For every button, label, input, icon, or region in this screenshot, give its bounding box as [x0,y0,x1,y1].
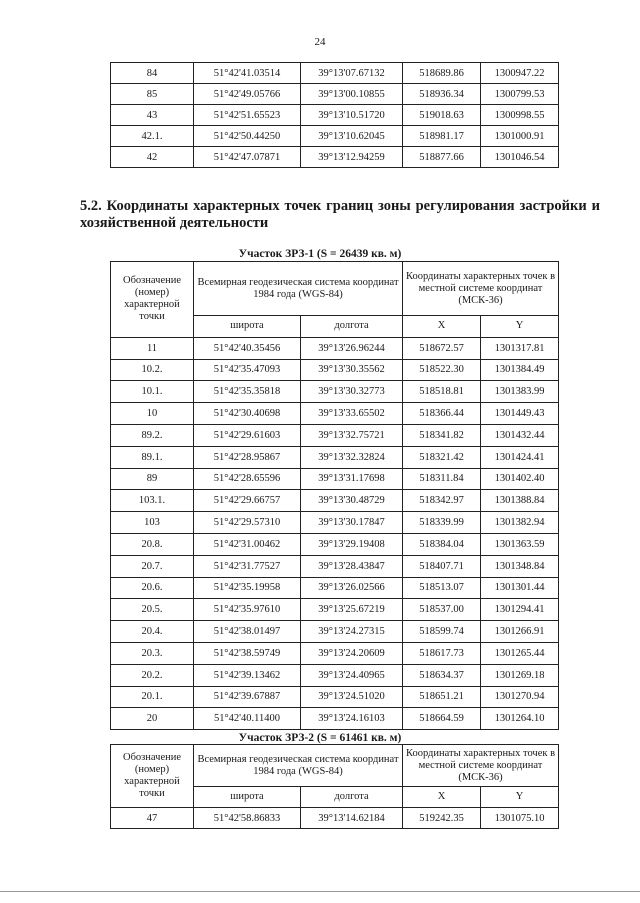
x-cell: 518342.97 [403,490,481,512]
longitude-cell: 39°13'24.40965 [301,664,403,686]
y-cell: 1301269.18 [481,664,559,686]
table-row [111,403,559,425]
longitude-cell: 39°13'26.02566 [301,577,403,599]
longitude-cell: 39°13'14.62184 [301,808,403,829]
y-cell: 1301270.94 [481,686,559,708]
y-cell: 1301449.43 [481,403,559,425]
longitude-cell: 39°13'29.19408 [301,533,403,555]
table-row [111,63,559,84]
bottom-rule [0,891,640,892]
longitude-cell: 39°13'24.27315 [301,621,403,643]
point-number-cell: 20.3. [111,642,194,664]
header-msk-label: Координаты характерных точек в местной системе координат (МСК-36) [403,745,559,787]
zr1-caption: Участок ЗРЗ-1 (S = 26439 кв. м) [238,248,402,260]
table-row [111,577,559,599]
table-row [111,126,559,147]
y-cell: 1301382.94 [481,512,559,534]
latitude-cell: 51°42'35.47093 [194,359,301,381]
longitude-cell: 39°13'07.67132 [301,63,403,84]
latitude-cell: 51°42'38.01497 [194,621,301,643]
y-cell: 1301363.59 [481,533,559,555]
zr2-coordinates-table [110,744,559,829]
table-row [111,512,559,534]
table-row [111,664,559,686]
point-number-cell: 89.2. [111,424,194,446]
longitude-cell: 39°13'24.20609 [301,642,403,664]
longitude-cell: 39°13'28.43847 [301,555,403,577]
x-cell: 518311.84 [403,468,481,490]
point-number-cell: 85 [111,84,194,105]
x-cell: 518599.74 [403,621,481,643]
y-cell: 1301301.44 [481,577,559,599]
point-number-cell: 20.2. [111,664,194,686]
latitude-cell: 51°42'29.66757 [194,490,301,512]
table-row [111,621,559,643]
longitude-cell: 39°13'10.62045 [301,126,403,147]
x-cell: 518664.59 [403,708,481,730]
y-cell: 1301348.84 [481,555,559,577]
section-heading: 5.2. Координаты характерных точек границ зоны регулирования застройки и хозяйственной деятельности [80,198,600,231]
point-number-cell: 20.6. [111,577,194,599]
point-number-cell: 11 [111,337,194,359]
point-number-cell: 10 [111,403,194,425]
latitude-cell: 51°42'51.65523 [194,105,301,126]
latitude-cell: 51°42'40.35456 [194,337,301,359]
longitude-cell: 39°13'25.67219 [301,599,403,621]
header-y: Y [481,316,559,338]
y-cell: 1301046.54 [481,147,559,168]
table-row [111,555,559,577]
x-cell: 518689.86 [403,63,481,84]
point-number-cell: 20 [111,708,194,730]
longitude-cell: 39°13'00.10855 [301,84,403,105]
longitude-cell: 39°13'31.17698 [301,468,403,490]
table-row [111,686,559,708]
header-msk-label: Координаты характерных точек в местной системе координат (МСК-36) [403,262,559,316]
latitude-cell: 51°42'39.13462 [194,664,301,686]
point-number-cell: 10.1. [111,381,194,403]
top-coordinates-table [110,62,559,168]
zr2-caption: Участок ЗРЗ-2 (S = 61461 кв. м) [238,732,402,744]
x-cell: 518651.21 [403,686,481,708]
longitude-cell: 39°13'26.96244 [301,337,403,359]
point-number-cell: 103.1. [111,490,194,512]
longitude-cell: 39°13'12.94259 [301,147,403,168]
x-cell: 518634.37 [403,664,481,686]
latitude-cell: 51°42'58.86833 [194,808,301,829]
point-number-cell: 20.7. [111,555,194,577]
x-cell: 518321.42 [403,446,481,468]
latitude-cell: 51°42'49.05766 [194,84,301,105]
longitude-cell: 39°13'32.32824 [301,446,403,468]
table-row [111,381,559,403]
point-number-cell: 47 [111,808,194,829]
header-wgs-label: Всемирная геодезическая система координат 1984 года (WGS-84) [194,745,403,787]
table-row [111,599,559,621]
point-number-cell: 20.4. [111,621,194,643]
table-row [111,359,559,381]
y-cell: 1301266.91 [481,621,559,643]
longitude-cell: 39°13'10.51720 [301,105,403,126]
longitude-cell: 39°13'32.75721 [301,424,403,446]
y-cell: 1301383.99 [481,381,559,403]
latitude-cell: 51°42'30.40698 [194,403,301,425]
header-latitude: широта [194,787,301,808]
header-y: Y [481,787,559,808]
header-latitude: широта [194,316,301,338]
longitude-cell: 39°13'24.51020 [301,686,403,708]
page-number: 24 [314,36,326,48]
latitude-cell: 51°42'40.11400 [194,708,301,730]
table-row [111,708,559,730]
x-cell: 518339.99 [403,512,481,534]
latitude-cell: 51°42'39.67887 [194,686,301,708]
longitude-cell: 39°13'30.35562 [301,359,403,381]
point-number-cell: 20.8. [111,533,194,555]
table-row [111,468,559,490]
y-cell: 1301432.44 [481,424,559,446]
table-row [111,84,559,105]
x-cell: 518518.81 [403,381,481,403]
latitude-cell: 51°42'29.57310 [194,512,301,534]
latitude-cell: 51°42'35.35818 [194,381,301,403]
x-cell: 518672.57 [403,337,481,359]
latitude-cell: 51°42'28.65596 [194,468,301,490]
table-row [111,147,559,168]
table-row [111,337,559,359]
y-cell: 1300998.55 [481,105,559,126]
point-number-cell: 103 [111,512,194,534]
latitude-cell: 51°42'31.77527 [194,555,301,577]
latitude-cell: 51°42'38.59749 [194,642,301,664]
y-cell: 1301264.10 [481,708,559,730]
header-longitude: долгота [301,787,403,808]
point-number-cell: 89.1. [111,446,194,468]
table-row [111,490,559,512]
x-cell: 518341.82 [403,424,481,446]
longitude-cell: 39°13'30.17847 [301,512,403,534]
y-cell: 1301388.84 [481,490,559,512]
latitude-cell: 51°42'35.19958 [194,577,301,599]
header-point-label: Обозначение (номер) характерной точки [111,745,194,808]
table-row [111,808,559,829]
y-cell: 1301294.41 [481,599,559,621]
y-cell: 1301317.81 [481,337,559,359]
x-cell: 519018.63 [403,105,481,126]
header-x: X [403,787,481,808]
x-cell: 518877.66 [403,147,481,168]
longitude-cell: 39°13'30.48729 [301,490,403,512]
point-number-cell: 10.2. [111,359,194,381]
point-number-cell: 89 [111,468,194,490]
zr1-coordinates-table [110,261,559,730]
latitude-cell: 51°42'35.97610 [194,599,301,621]
header-longitude: долгота [301,316,403,338]
latitude-cell: 51°42'47.07871 [194,147,301,168]
x-cell: 518407.71 [403,555,481,577]
y-cell: 1301384.49 [481,359,559,381]
x-cell: 518981.17 [403,126,481,147]
x-cell: 518384.04 [403,533,481,555]
longitude-cell: 39°13'24.16103 [301,708,403,730]
point-number-cell: 42.1. [111,126,194,147]
latitude-cell: 51°42'28.95867 [194,446,301,468]
table-row [111,642,559,664]
point-number-cell: 42 [111,147,194,168]
header-wgs-label: Всемирная геодезическая система координат 1984 года (WGS-84) [194,262,403,316]
header-point-label: Обозначение (номер) характерной точки [111,262,194,338]
x-cell: 518366.44 [403,403,481,425]
table-row [111,533,559,555]
y-cell: 1301402.40 [481,468,559,490]
y-cell: 1301424.41 [481,446,559,468]
y-cell: 1300947.22 [481,63,559,84]
point-number-cell: 84 [111,63,194,84]
x-cell: 518522.30 [403,359,481,381]
point-number-cell: 20.5. [111,599,194,621]
x-cell: 519242.35 [403,808,481,829]
table-row [111,105,559,126]
latitude-cell: 51°42'41.03514 [194,63,301,84]
x-cell: 518537.00 [403,599,481,621]
y-cell: 1300799.53 [481,84,559,105]
y-cell: 1301265.44 [481,642,559,664]
latitude-cell: 51°42'29.61603 [194,424,301,446]
latitude-cell: 51°42'50.44250 [194,126,301,147]
latitude-cell: 51°42'31.00462 [194,533,301,555]
point-number-cell: 20.1. [111,686,194,708]
longitude-cell: 39°13'30.32773 [301,381,403,403]
table-row [111,446,559,468]
x-cell: 518617.73 [403,642,481,664]
y-cell: 1301075.10 [481,808,559,829]
x-cell: 518936.34 [403,84,481,105]
point-number-cell: 43 [111,105,194,126]
table-row [111,424,559,446]
x-cell: 518513.07 [403,577,481,599]
header-x: X [403,316,481,338]
y-cell: 1301000.91 [481,126,559,147]
longitude-cell: 39°13'33.65502 [301,403,403,425]
